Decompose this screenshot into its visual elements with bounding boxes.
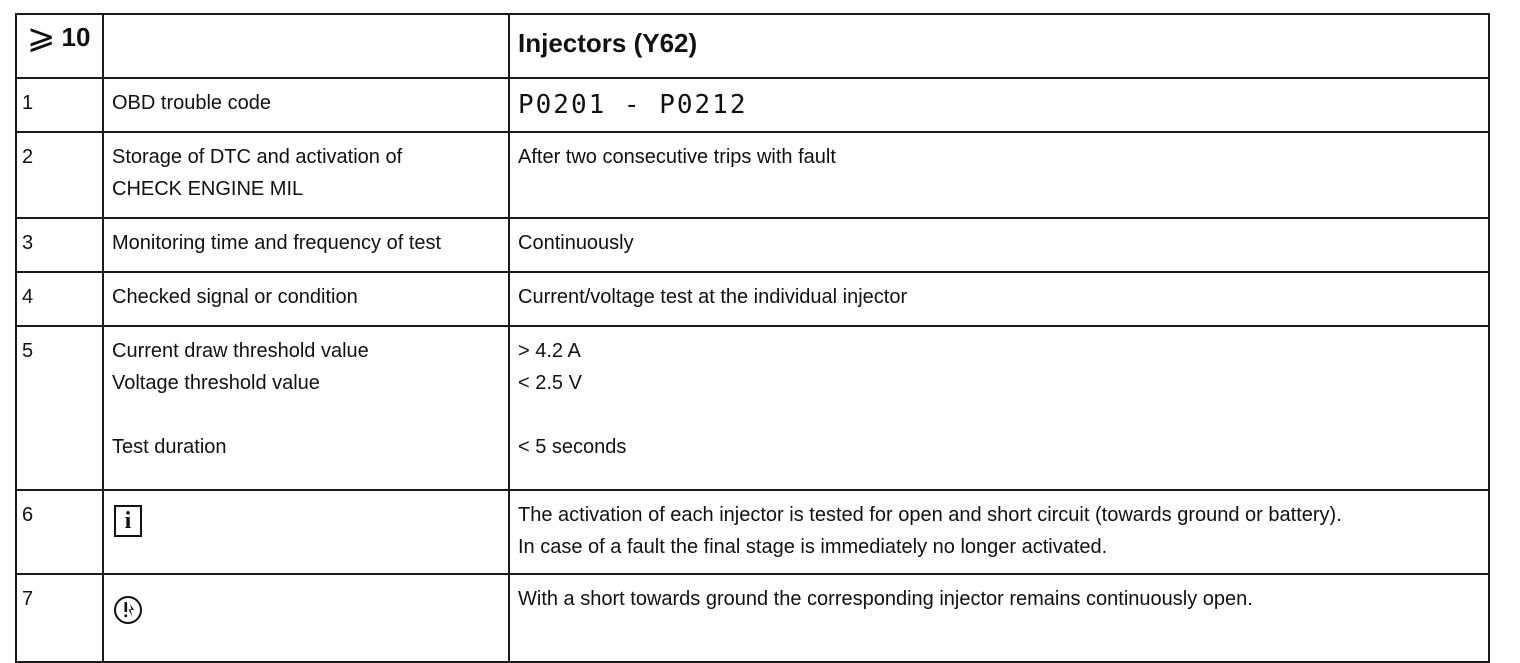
table-row: [16, 78, 1489, 132]
row-label: Checked signal or condition: [103, 272, 509, 326]
table-row: [16, 218, 1489, 272]
table-title: Injectors (Y62): [518, 28, 698, 58]
section-reference-cell: [16, 14, 103, 78]
row-label: [103, 132, 509, 218]
greater-equal-icon: ⩾: [27, 18, 56, 56]
row-value: [509, 78, 1489, 132]
table-row: [16, 490, 1489, 574]
row-label-line: Storage of DTC and activation of: [112, 146, 403, 168]
row-value: With a short towards ground the corresponding injector remains continuously open.: [509, 574, 1489, 662]
row-label: OBD trouble code: [103, 78, 509, 132]
test-duration-label: Test duration: [112, 436, 227, 458]
voltage-threshold-value: < 2.5 V: [518, 372, 582, 394]
table-row: [16, 326, 1489, 490]
current-threshold-value: > 4.2 A: [518, 340, 581, 362]
row-number: 5: [16, 326, 103, 490]
row-number: 2: [16, 132, 103, 218]
section-reference: [27, 19, 90, 55]
obd-code-range: P0201 - P0212: [518, 90, 748, 120]
row-value: [509, 490, 1489, 574]
header-empty-cell: [103, 14, 509, 78]
diagnostic-table: [15, 13, 1490, 663]
section-number: 10: [61, 22, 91, 52]
row-label-line: CHECK ENGINE MIL: [112, 178, 304, 200]
table-row: [16, 272, 1489, 326]
row-value: Continuously: [509, 218, 1489, 272]
table-row: [16, 574, 1489, 662]
table-header-row: [16, 14, 1489, 78]
row-icon-cell: [103, 490, 509, 574]
test-duration-value: < 5 seconds: [518, 436, 627, 458]
row-number: 1: [16, 78, 103, 132]
info-text-line: The activation of each injector is tested for open and short circuit (towards ground or battery).: [518, 504, 1342, 526]
row-number: 7: [16, 574, 103, 662]
spacer: [112, 399, 508, 431]
current-threshold-label: Current draw threshold value: [112, 340, 369, 362]
voltage-threshold-label: Voltage threshold value: [112, 372, 320, 394]
title-cell: [509, 14, 1489, 78]
row-number: 6: [16, 490, 103, 574]
row-icon-cell: [103, 574, 509, 662]
table-row: [16, 132, 1489, 218]
row-value: After two consecutive trips with fault: [509, 132, 1489, 218]
info-text-line: In case of a fault the final stage is immediately no longer activated.: [518, 536, 1108, 558]
row-label: [103, 326, 509, 490]
row-number: 3: [16, 218, 103, 272]
spacer: [518, 399, 1488, 431]
row-value: [509, 326, 1489, 490]
info-icon: i: [114, 505, 142, 537]
warning-icon: [113, 595, 143, 625]
row-value: Current/voltage test at the individual injector: [509, 272, 1489, 326]
row-label: Monitoring time and frequency of test: [103, 218, 509, 272]
row-number: 4: [16, 272, 103, 326]
